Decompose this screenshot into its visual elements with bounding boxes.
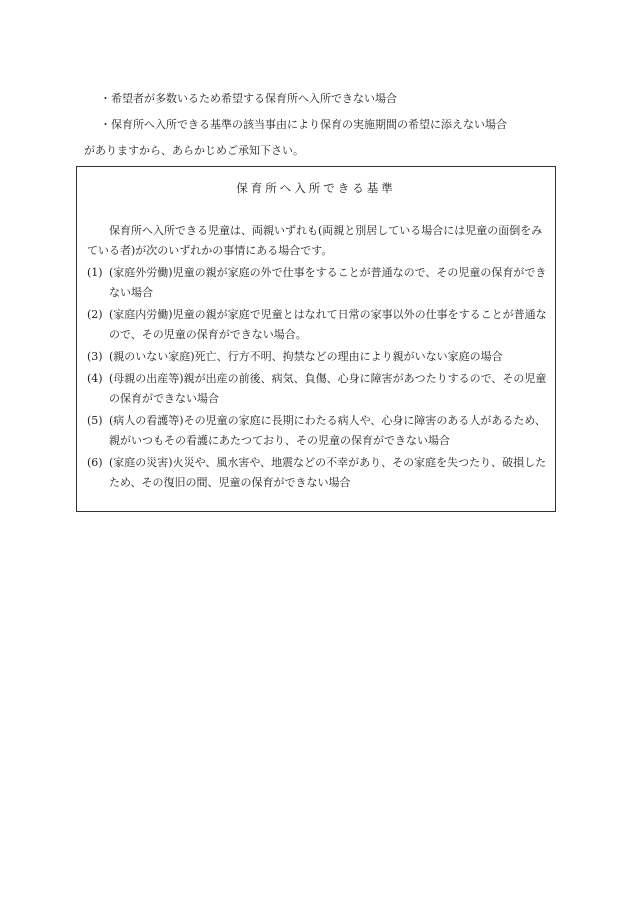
criteria-item-5 — [87, 411, 551, 451]
criteria-item-text: (家庭内労働)児童の親が家庭で児童とはなれて日常の家事以外の仕事をすることが普通なので、その児童の保育ができない場合。 — [109, 308, 547, 341]
box-title: 保育所へ入所できる基準 — [236, 181, 396, 195]
bullet-item-2: ・保育所へ入所できる基準の該当事由により保育の実施期間の希望に添えない場合 — [100, 118, 507, 131]
criteria-item-text: (家庭の災害)火災や、風水害や、地震などの不幸があり、その家庭を失つたり、破損したため、その復旧の間、児童の保育ができない場合 — [109, 456, 547, 489]
criteria-item-text: (病人の看護等)その児童の家庭に長期にわたる病人や、心身に障害のある人があるため、親がいつもその看護にあたつており、その児童の保育ができない場合 — [109, 414, 546, 447]
criteria-item-number: (1) — [87, 266, 103, 279]
criteria-item-text: (親のいない家庭)死亡、行方不明、拘禁などの理由により親がいない家庭の場合 — [109, 350, 503, 363]
criteria-item-3 — [87, 347, 551, 367]
criteria-item-text: (家庭外労働)児童の親が家庭の外で仕事をすることが普通なので、その児童の保育ができない場合 — [109, 266, 547, 299]
criteria-item-2 — [87, 305, 551, 345]
continuation-text: がありますから、あらかじめご承知下さい。 — [84, 144, 304, 157]
criteria-item-1 — [87, 263, 551, 303]
box-intro: 保育所へ入所できる児童は、両親いずれも(両親と別居している場合には児童の面倒をみている者)が次のいずれかの事情にある場合です。 — [87, 224, 543, 257]
criteria-item-6 — [87, 453, 551, 493]
bullet-item-1: ・希望者が多数いるため希望する保育所へ入所できない場合 — [100, 92, 397, 105]
criteria-item-number: (5) — [87, 414, 103, 427]
criteria-item-number: (2) — [87, 308, 103, 321]
criteria-item-text: (母親の出産等)親が出産の前後、病気、負傷、心身に障害があつたりするので、その児童の保育ができない場合 — [109, 372, 547, 405]
criteria-box — [76, 166, 556, 512]
criteria-item-number: (4) — [87, 372, 103, 385]
criteria-list — [87, 263, 551, 495]
criteria-item-number: (6) — [87, 456, 103, 469]
criteria-item-4 — [87, 369, 551, 409]
criteria-item-number: (3) — [87, 350, 103, 363]
